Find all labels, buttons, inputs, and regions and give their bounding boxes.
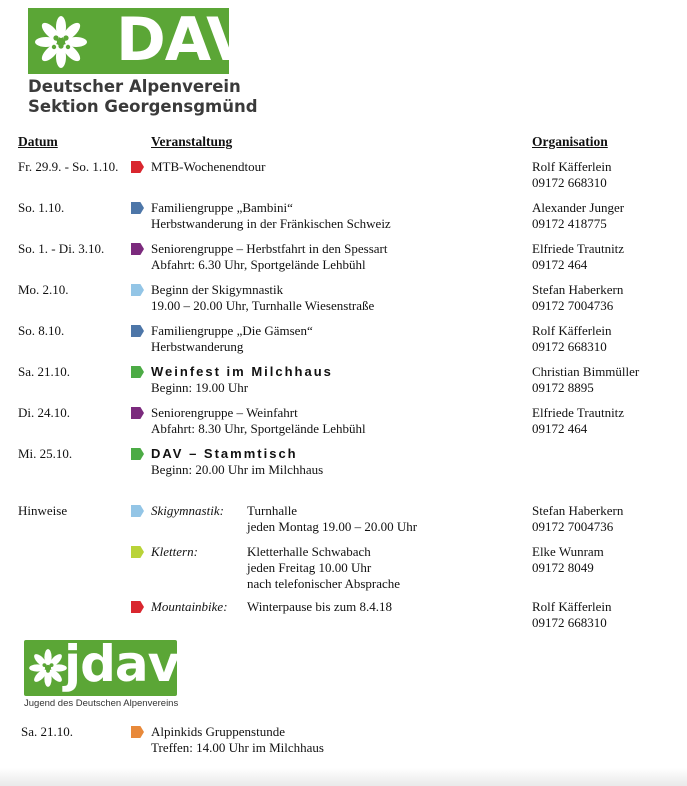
- hint-detail: nach telefonischer Absprache: [247, 576, 401, 591]
- jdav-logo-box: [24, 635, 180, 696]
- hint-detail: jeden Montag 19.00 – 20.00 Uhr: [247, 519, 418, 534]
- flag-icon: [131, 407, 144, 419]
- event-title: MTB-Wochenendtour: [151, 159, 266, 174]
- organizer-name: Stefan Haberkern: [532, 503, 624, 518]
- column-header-date: Datum: [18, 134, 58, 149]
- flag-icon: [131, 726, 144, 738]
- organizer-phone: 09172 418775: [532, 216, 607, 231]
- event-title: Beginn der Skigymnastik: [151, 282, 284, 297]
- event-detail: Beginn: 19.00 Uhr: [151, 380, 249, 395]
- event-date: So. 8.10.: [18, 323, 65, 338]
- event-title: Seniorengruppe – Herbstfahrt in den Spessart: [151, 241, 388, 256]
- event-detail: Beginn: 20.00 Uhr im Milchhaus: [151, 462, 324, 477]
- hint-detail: Winterpause bis zum 8.4.18: [247, 599, 392, 614]
- organizer-phone: 09172 668310: [532, 175, 607, 190]
- event-title-bold: DAV – Stammtisch: [151, 446, 298, 461]
- hint-category: Mountainbike:: [151, 599, 228, 614]
- section-name: Sektion Georgensgmünd: [28, 97, 258, 116]
- organizer-phone: 09172 8895: [532, 380, 594, 395]
- hint-detail: Turnhalle: [247, 503, 298, 518]
- organizer-name: Elke Wunram: [532, 544, 604, 559]
- hints-label: Hinweise: [18, 503, 68, 518]
- organizer-phone: 09172 464: [532, 421, 588, 436]
- event-detail: Herbstwanderung: [151, 339, 244, 354]
- event-date: So. 1.10.: [18, 200, 65, 215]
- event-title: Familiengruppe „Bambini“: [151, 200, 293, 215]
- column-header-event: Veranstaltung: [151, 134, 233, 149]
- flag-icon: [131, 284, 144, 296]
- organizer-name: Christian Bimmüller: [532, 364, 640, 379]
- jdav-logo-mark: jdav: [64, 635, 180, 693]
- event-detail: 19.00 – 20.00 Uhr, Turnhalle Wiesenstraße: [151, 298, 375, 313]
- organizer-name: Elfriede Trautnitz: [532, 241, 625, 256]
- organizer-phone: 09172 668310: [532, 615, 607, 630]
- jdav-logo: [24, 635, 184, 712]
- event-title: Alpinkids Gruppenstunde: [151, 724, 285, 739]
- hint-category: Klettern:: [151, 544, 198, 559]
- club-name: Deutscher Alpenverein: [28, 77, 241, 96]
- organizer-name: Elfriede Trautnitz: [532, 405, 625, 420]
- event-date: Sa. 21.10.: [21, 724, 73, 739]
- event-detail: Treffen: 14.00 Uhr im Milchhaus: [151, 740, 324, 755]
- dav-logo: [28, 5, 258, 120]
- organizer-phone: 09172 668310: [532, 339, 607, 354]
- event-title-bold: Weinfest im Milchhaus: [151, 364, 333, 379]
- flag-icon: [131, 366, 144, 378]
- flag-icon: [131, 505, 144, 517]
- page-bottom-shade: [0, 768, 687, 786]
- organizer-phone: 09172 7004736: [532, 519, 614, 534]
- organizer-phone: 09172 464: [532, 257, 588, 272]
- flag-icon: [131, 161, 144, 173]
- organizer-name: Rolf Käfferlein: [532, 323, 612, 338]
- hint-category: Skigymnastik:: [151, 503, 224, 518]
- organizer-name: Alexander Junger: [532, 200, 625, 215]
- flag-icon: [131, 243, 144, 255]
- organizer-name: Rolf Käfferlein: [532, 599, 612, 614]
- event-title: Seniorengruppe – Weinfahrt: [151, 405, 298, 420]
- column-header-org: Organisation: [532, 134, 608, 149]
- event-detail: Abfahrt: 6.30 Uhr, Sportgelände Lehbühl: [151, 257, 366, 272]
- flag-icon: [131, 202, 144, 214]
- hint-detail: Kletterhalle Schwabach: [247, 544, 371, 559]
- organizer-name: Rolf Käfferlein: [532, 159, 612, 174]
- event-date: Di. 24.10.: [18, 405, 70, 420]
- organizer-phone: 09172 7004736: [532, 298, 614, 313]
- organizer-phone: 09172 8049: [532, 560, 594, 575]
- event-title: [151, 446, 298, 462]
- event-detail: Herbstwanderung in der Fränkischen Schweiz: [151, 216, 391, 231]
- event-date: Mo. 2.10.: [18, 282, 69, 297]
- flag-icon: [131, 448, 144, 460]
- event-date: Sa. 21.10.: [18, 364, 70, 379]
- event-title: Familiengruppe „Die Gämsen“: [151, 323, 313, 338]
- edelweiss-icon: [27, 647, 69, 689]
- flag-icon: [131, 601, 144, 613]
- event-date: Fr. 29.9. - So. 1.10.: [18, 159, 119, 174]
- dav-logo-mark: DAV: [116, 5, 252, 75]
- hint-detail: jeden Freitag 10.00 Uhr: [247, 560, 372, 575]
- dav-logo-box: [28, 5, 252, 75]
- flag-icon: [131, 546, 144, 558]
- flag-icon: [131, 325, 144, 337]
- event-date: So. 1. - Di. 3.10.: [18, 241, 105, 256]
- event-detail: Abfahrt: 8.30 Uhr, Sportgelände Lehbühl: [151, 421, 366, 436]
- event-date: Mi. 25.10.: [18, 446, 73, 461]
- organizer-name: Stefan Haberkern: [532, 282, 624, 297]
- event-title: [151, 364, 333, 380]
- edelweiss-icon: [32, 13, 90, 71]
- jdav-subtitle: Jugend des Deutschen Alpenvereins: [24, 698, 179, 709]
